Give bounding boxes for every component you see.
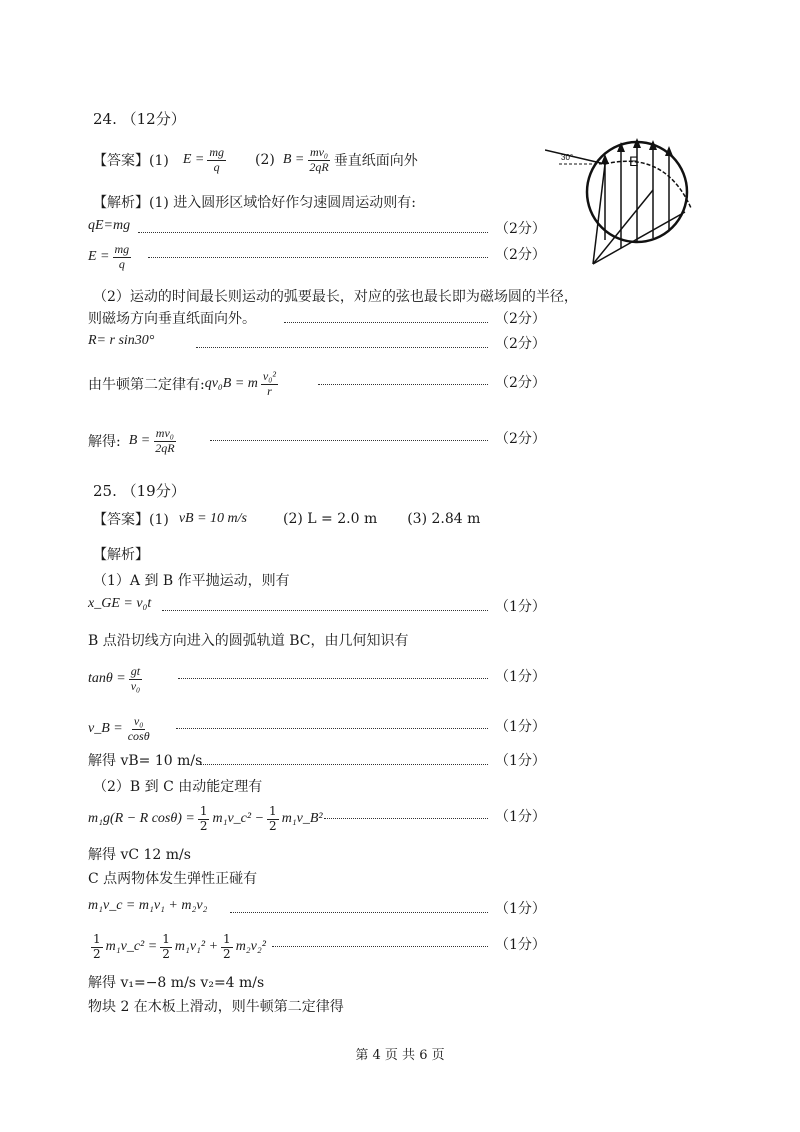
- score: （1分）: [495, 669, 546, 685]
- incoming-path: [545, 150, 605, 164]
- q24-eq3: R= r sin30°: [88, 333, 155, 348]
- q25-part1-intro: （1）A 到 B 作平抛运动，则有: [93, 573, 290, 589]
- dotted-leader: [210, 440, 488, 441]
- dotted-leader: [176, 728, 488, 729]
- q25-geo-intro: B 点沿切线方向进入的圆弧轨道 BC，由几何知识有: [88, 633, 409, 649]
- score: （1分）: [495, 901, 546, 917]
- dotted-leader: [200, 764, 488, 765]
- q25-title: 25. （19分）: [93, 482, 186, 500]
- dotted-leader: [324, 818, 488, 819]
- score: （1分）: [495, 719, 546, 735]
- q24-part2-line2: 则磁场方向垂直纸面向外。: [88, 311, 256, 327]
- score: （2分）: [495, 375, 546, 391]
- page-footer: 第 4 页 共 6 页: [355, 1048, 445, 1063]
- q25-kinetic-energy: $\frac{1}{2}$ m₁v_c² = $\frac{1}{2}$ m₁v₁² + $\frac{1}{2}$ m₂v₂²: [93, 931, 266, 961]
- dotted-leader: [284, 322, 488, 323]
- q24-figure: [545, 130, 695, 270]
- q24-analysis-label: 【解析】(1) 进入圆形区域恰好作匀速圆周运动则有:: [93, 195, 416, 211]
- q25-momentum: m₁v_c = m₁v₁ + m₂v₂: [88, 898, 208, 913]
- chord-line: [593, 212, 685, 264]
- dotted-leader: [148, 257, 488, 258]
- q25-vb-result: 解得 vB= 10 m/s: [88, 753, 203, 769]
- dotted-leader: [230, 912, 488, 913]
- field-label: E: [629, 153, 639, 169]
- score: （2分）: [495, 311, 546, 327]
- score: （1分）: [495, 937, 546, 953]
- q25-part2-intro: （2）B 到 C 由动能定理有: [93, 779, 263, 795]
- q25-answer: 【答案】(1) vB = 10 m/s (2) L = 2.0 m (3) 2.84 m: [93, 511, 481, 528]
- dotted-leader: [272, 946, 488, 947]
- dotted-leader: [162, 610, 488, 611]
- q25-vb: v_B = $\frac{\text{v₀}}{\cos\theta}$: [88, 713, 150, 743]
- q24-part2-line1: （2）运动的时间最长则运动的弧要最长，对应的弦也最长即为磁场圆的半径，: [93, 289, 578, 305]
- score: （1分）: [495, 809, 546, 825]
- arc-path: [605, 161, 691, 208]
- q25-vc-result: 解得 vC 12 m/s: [88, 847, 191, 863]
- dotted-leader: [138, 232, 488, 233]
- q25-eq1: x_GE = v₀t: [88, 596, 152, 611]
- q24-title: 24. （12分）: [93, 110, 186, 128]
- radius-line: [593, 164, 605, 264]
- q25-collision-intro: C 点两物体发生弹性正碰有: [88, 871, 258, 887]
- q25-slide-line: 物块 2 在木板上滑动，则牛顿第二定律得: [88, 999, 344, 1015]
- q24-solve: 解得: B = $\frac{\text{mv₀}}{2qR}$: [88, 425, 175, 455]
- score: （1分）: [495, 599, 546, 615]
- q24-eq1: qE=mg: [88, 218, 131, 233]
- score: （2分）: [495, 221, 546, 237]
- q24-newton: 由牛顿第二定律有: qv₀B = m $\frac{\text{v₀²}}{r}$: [88, 368, 277, 398]
- score: （1分）: [495, 753, 546, 769]
- score: （2分）: [495, 336, 546, 352]
- dotted-leader: [178, 678, 488, 679]
- q24-eq2: E = $\frac{mg}{q}$: [88, 241, 130, 271]
- q25-tan: tanθ = $\frac{gt}{\text{v₀}}$: [88, 663, 141, 693]
- q25-v-result: 解得 v₁=−8 m/s v₂=4 m/s: [88, 975, 265, 991]
- q24-answer: 【答案】(1) E = $\frac{mg}{q}$ (2) B = $\frac{\text{mv₀}}{2qR}$ 垂直纸面向外: [93, 144, 418, 174]
- angle-label: 30°: [561, 153, 574, 162]
- score: （2分）: [495, 247, 546, 263]
- dotted-leader: [196, 347, 488, 348]
- dotted-leader: [318, 384, 488, 385]
- q25-energy: m₁g(R − R cosθ) = $\frac{1}{2}$ m₁v_c² − $\frac{1}{2}$ m₁v_B²: [88, 803, 323, 833]
- q25-analysis-label: 【解析】: [93, 547, 149, 563]
- score: （2分）: [495, 431, 546, 447]
